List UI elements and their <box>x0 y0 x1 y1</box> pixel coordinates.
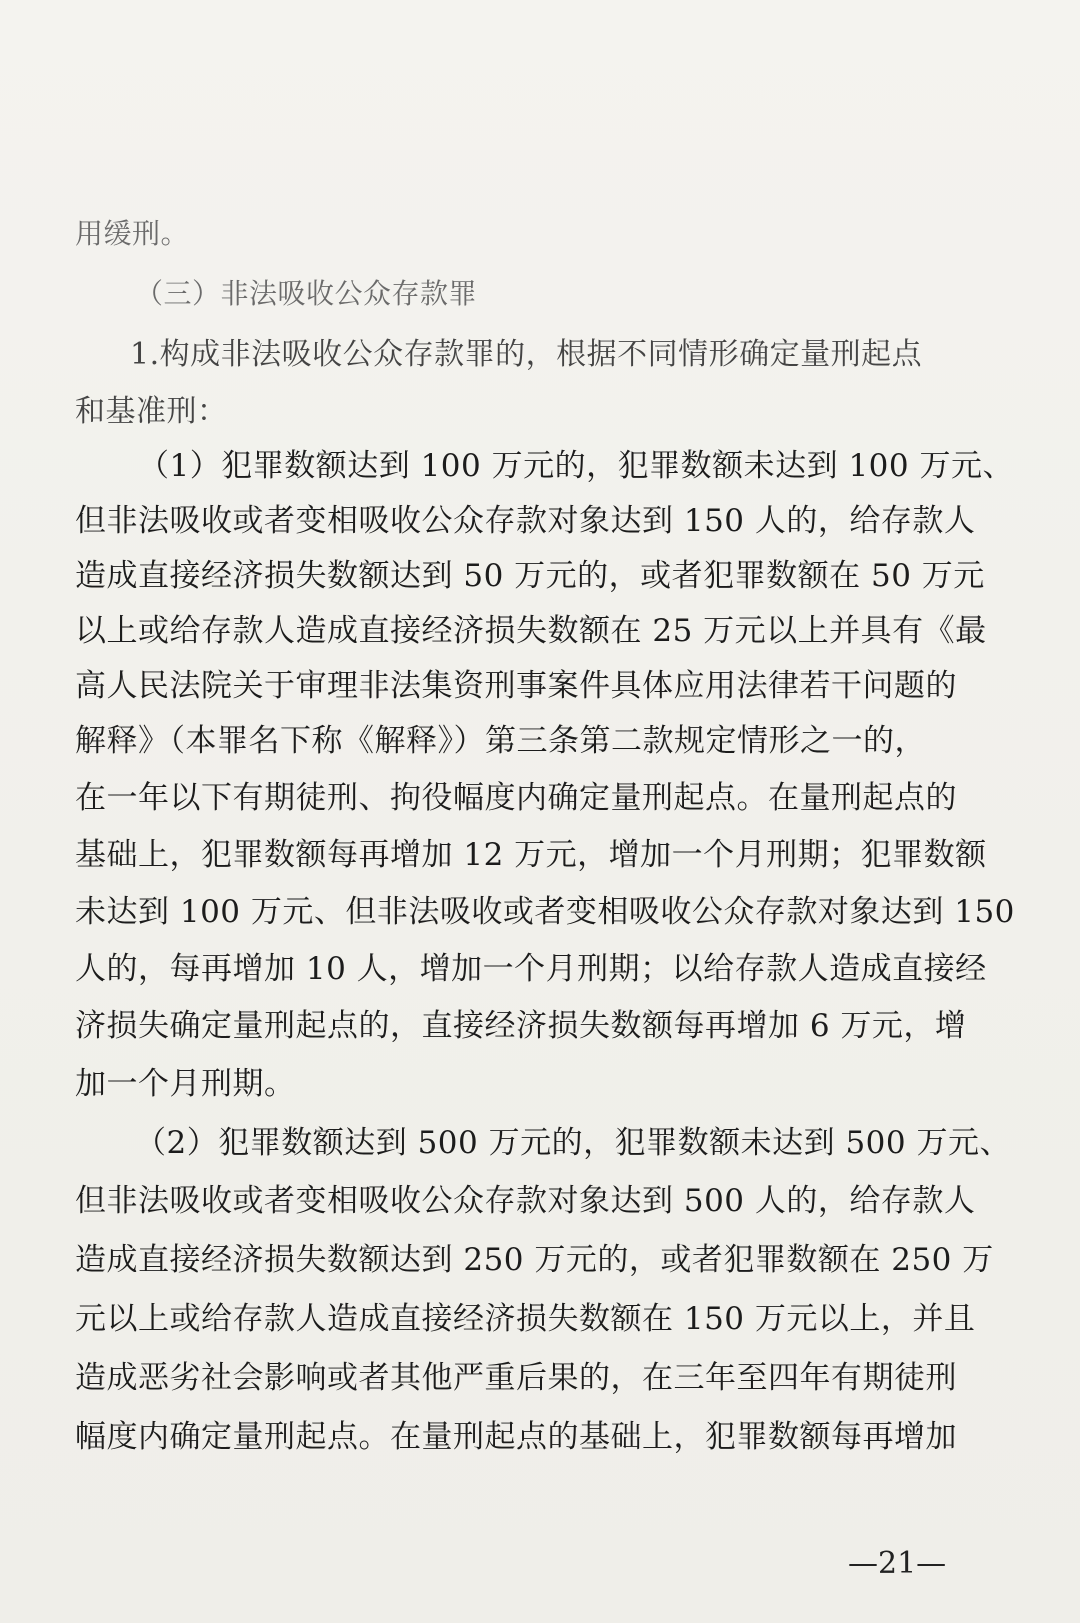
text-line: 在一年以下有期徒刑、拘役幅度内确定量刑起点。在量刑起点的 <box>75 780 957 816</box>
text-line: 和基准刑： <box>75 394 228 429</box>
section-heading: （三）非法吸收公众存款罪 <box>135 277 478 310</box>
text-line: 幅度内确定量刑起点。在量刑起点的基础上，犯罪数额每再增加 <box>75 1419 957 1455</box>
text-line: 济损失确定量刑起点的，直接经济损失数额每再增加 6 万元，增 <box>75 1008 967 1044</box>
text-line: 但非法吸收或者变相吸收公众存款对象达到 500 人的，给存款人 <box>75 1183 976 1219</box>
text-line: 但非法吸收或者变相吸收公众存款对象达到 150 人的，给存款人 <box>75 503 976 539</box>
text-line: （2）犯罪数额达到 500 万元的，犯罪数额未达到 500 万元、 <box>135 1125 1011 1161</box>
text-line: 解释》（本罪名下称《解释》）第三条第二款规定情形之一的， <box>75 723 926 759</box>
text-line: 加一个月刑期。 <box>75 1066 296 1102</box>
text-line: 造成直接经济损失数额达到 250 万元的，或者犯罪数额在 250 万 <box>75 1242 994 1278</box>
page-number: —21— <box>848 1546 947 1581</box>
text-line: 造成直接经济损失数额达到 50 万元的，或者犯罪数额在 50 万元 <box>75 558 985 594</box>
text-line: 以上或给存款人造成直接经济损失数额在 25 万元以上并具有《最 <box>75 613 987 649</box>
text-line: 基础上，犯罪数额每再增加 12 万元，增加一个月刑期；犯罪数额 <box>75 837 987 873</box>
text-line: 用缓刑。 <box>75 217 190 250</box>
text-line: （1）犯罪数额达到 100 万元的，犯罪数额未达到 100 万元、 <box>138 448 1014 484</box>
text-line: 人的，每再增加 10 人，增加一个月刑期；以给存款人造成直接经 <box>75 951 987 987</box>
text-line: 未达到 100 万元、但非法吸收或者变相吸收公众存款对象达到 150 <box>75 894 1015 930</box>
text-line: 1.构成非法吸收公众存款罪的，根据不同情形确定量刑起点 <box>130 337 923 372</box>
text-line: 元以上或给存款人造成直接经济损失数额在 150 万元以上，并且 <box>75 1301 976 1337</box>
text-line: 造成恶劣社会影响或者其他严重后果的，在三年至四年有期徒刑 <box>75 1360 957 1396</box>
text-line: 高人民法院关于审理非法集资刑事案件具体应用法律若干问题的 <box>75 668 957 704</box>
